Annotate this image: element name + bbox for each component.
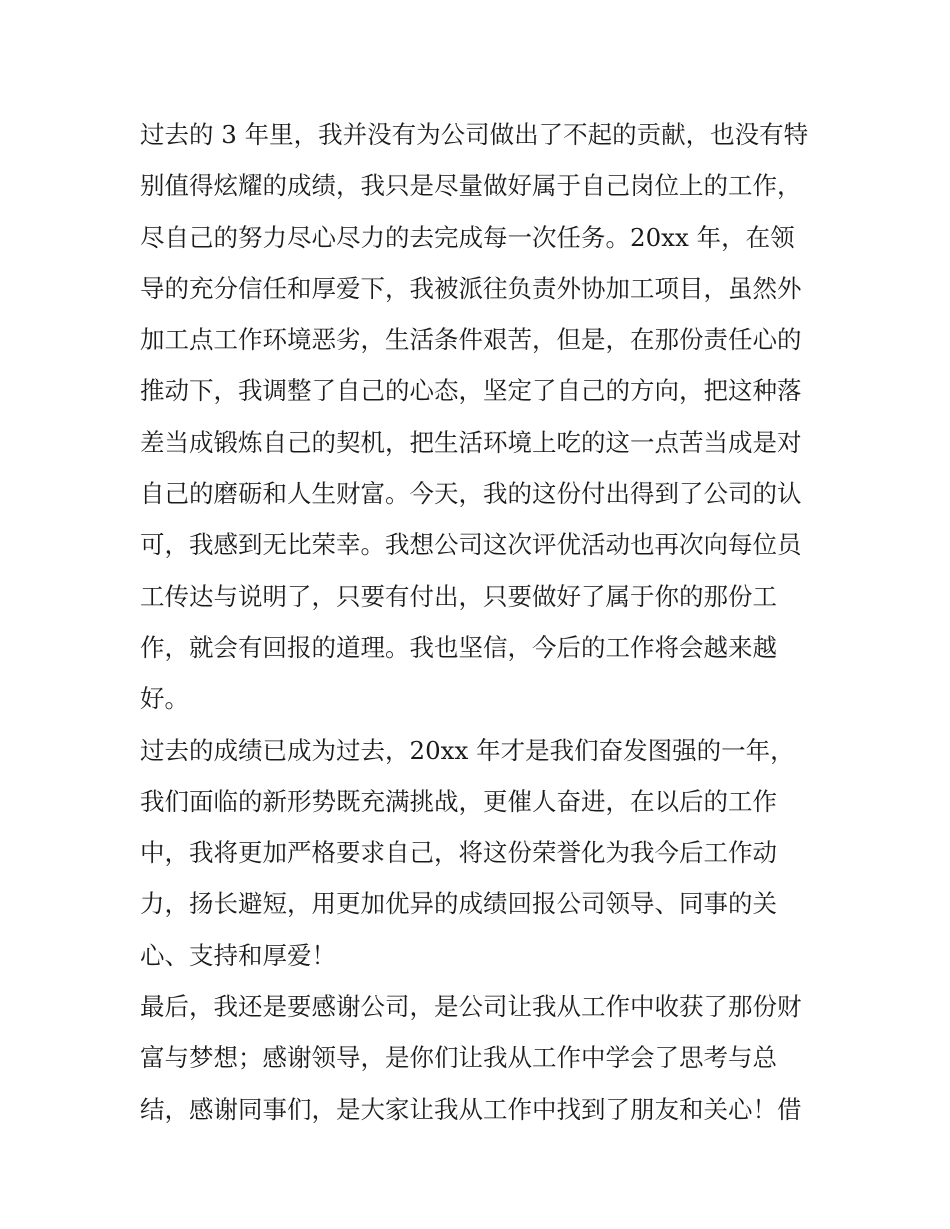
text-line: 富与梦想；感谢领导，是你们让我从工作中学会了思考与总 — [140, 1043, 777, 1073]
text-line: 过去的 3 年里，我并没有为公司做出了不起的贡献，也没有特 — [140, 120, 809, 149]
text-line: 最后，我还是要感谢公司，是公司让我从工作中收获了那份财 — [140, 992, 802, 1022]
text-line: 差当成锻炼自己的契机，把生活环境上吃的这一点苦当成是对 — [140, 427, 802, 457]
text-line: 结，感谢同事们，是大家让我从工作中找到了朋友和关心！借 — [140, 1094, 802, 1124]
text-line: 尽自己的努力尽心尽力的去完成每一次任务。20xx 年，在领 — [140, 222, 795, 252]
text-line: 过去的成绩已成为过去，20xx 年才是我们奋发图强的一年， — [140, 735, 795, 765]
text-line: 心、支持和厚爱！ — [140, 940, 336, 970]
text-line: 好。 — [140, 684, 189, 714]
text-line: 工传达与说明了，只要有付出，只要做好了属于你的那份工 — [140, 581, 777, 611]
text-line: 中，我将更加严格要求自己，将这份荣誉化为我今后工作动 — [140, 838, 777, 868]
text-line: 推动下，我调整了自己的心态，坚定了自己的方向，把这种落 — [140, 376, 802, 406]
document-body — [140, 109, 830, 1135]
text-line: 导的充分信任和厚爱下，我被派往负责外协加工项目，虽然外 — [140, 273, 802, 303]
text-line: 加工点工作环境恶劣，生活条件艰苦，但是，在那份责任心的 — [140, 325, 802, 355]
text-line: 自己的磨砺和人生财富。今天，我的这份付出得到了公司的认 — [140, 479, 802, 509]
text-line: 力，扬长避短，用更加优异的成绩回报公司领导、同事的关 — [140, 889, 777, 919]
text-line: 可，我感到无比荣幸。我想公司这次评优活动也再次向每位员 — [140, 530, 802, 560]
text-line: 我们面临的新形势既充满挑战，更催人奋进，在以后的工作 — [140, 786, 777, 816]
text-line: 作，就会有回报的道理。我也坚信，今后的工作将会越来越 — [140, 632, 777, 662]
text-line: 别值得炫耀的成绩，我只是尽量做好属于自己岗位上的工作， — [140, 171, 802, 201]
